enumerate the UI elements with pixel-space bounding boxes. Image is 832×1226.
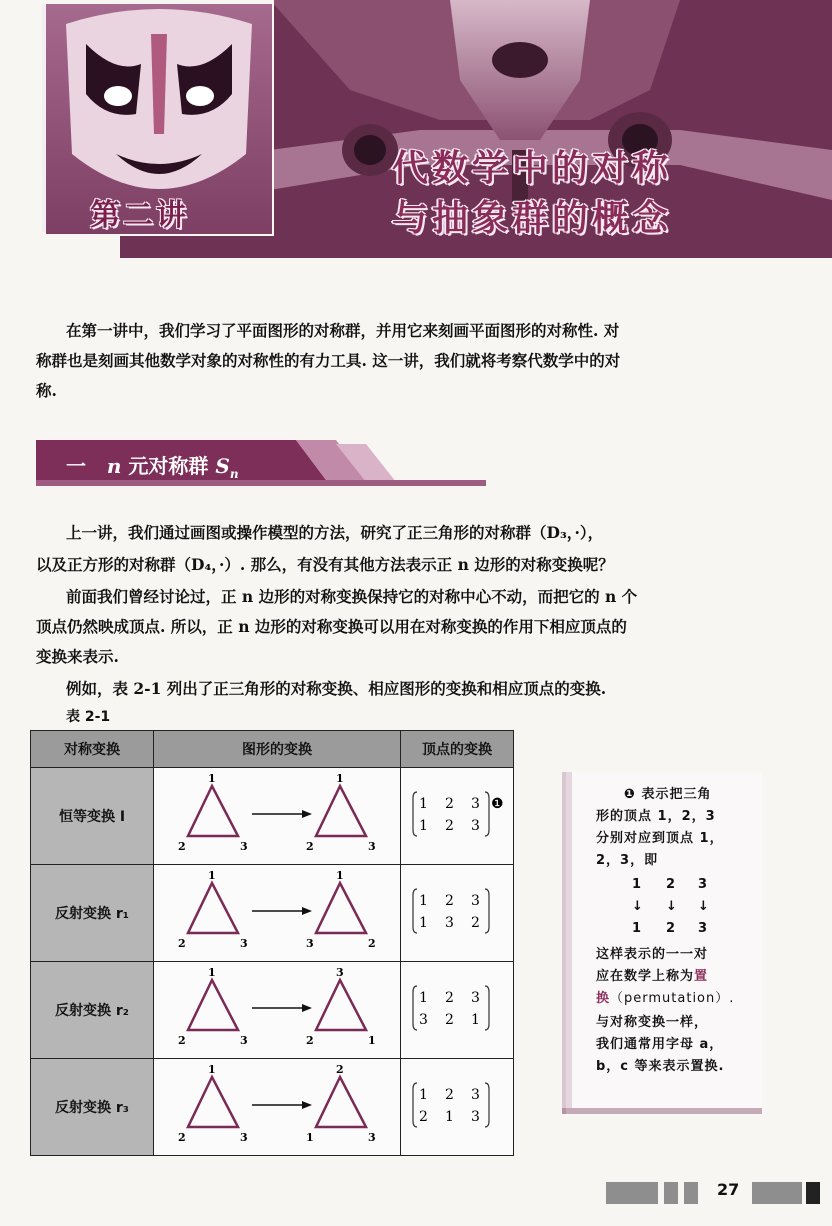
permutation-cell xyxy=(401,865,514,962)
perm-bottom-1: 3 xyxy=(419,1012,428,1028)
map-top-2: 2 xyxy=(666,877,677,892)
perm-top-2: 2 xyxy=(445,796,454,812)
perm-bottom-3: 2 xyxy=(471,915,480,931)
figure-cell xyxy=(154,1059,401,1156)
note-line-5: 这样表示的一一对 xyxy=(596,947,709,962)
lecture-number: 第二讲 xyxy=(90,198,189,233)
perm-top-3: 3 xyxy=(471,893,480,909)
perm-top-3: 3 xyxy=(471,1087,480,1103)
map-bottom-2: 2 xyxy=(666,921,677,936)
note-line-1: ❶ 表示把三角 xyxy=(624,787,712,802)
section-n: n xyxy=(106,454,122,478)
table-row xyxy=(31,865,514,962)
perm-top-1: 1 xyxy=(419,1087,428,1103)
tri-right-br: 2 xyxy=(368,937,376,950)
tri-left-br: 3 xyxy=(240,1034,248,1047)
tri-left-top: 1 xyxy=(208,772,216,785)
note-line-6: 应在数学上称为置 xyxy=(596,969,709,984)
tri-right-bl: 2 xyxy=(306,840,314,853)
section-subscript: n xyxy=(229,467,239,481)
perm-top-3: 3 xyxy=(471,796,480,812)
perm-bottom-3: 3 xyxy=(471,818,480,834)
row-name: 反射变换 r₁ xyxy=(31,865,154,962)
note-line-2: 形的顶点 1，2，3 xyxy=(596,809,716,824)
tri-right-br: 3 xyxy=(368,1131,376,1144)
tri-right-top: 3 xyxy=(336,966,344,979)
permutation-cell xyxy=(401,962,514,1059)
intro-line-3: 称. xyxy=(36,381,57,400)
chapter-title-line2: 与抽象群的概念 xyxy=(392,198,673,239)
down-arrow-icon: ↓ xyxy=(632,899,644,914)
map-top-3: 3 xyxy=(698,877,709,892)
tri-right-top: 1 xyxy=(336,772,344,785)
tri-right-bl: 2 xyxy=(306,1034,314,1047)
page-bar-right xyxy=(752,1182,802,1204)
section-text: 元对称群 xyxy=(128,454,209,478)
perm-bottom-2: 1 xyxy=(445,1109,454,1125)
body-line-6: 例如，表 2-1 列出了正三角形的对称变换、相应图形的变换和相应顶点的变换. xyxy=(66,679,607,698)
note-line-3: 分别对应到顶点 1， xyxy=(596,831,724,846)
tri-left-br: 3 xyxy=(240,937,248,950)
perm-bottom-1: 2 xyxy=(419,1109,428,1125)
perm-top-1: 1 xyxy=(419,990,428,1006)
figure-cell xyxy=(154,768,401,865)
section-symbol: S xyxy=(215,454,230,478)
note-marker: ❶ xyxy=(491,796,504,812)
tri-right-top: 2 xyxy=(336,1063,344,1076)
symmetry-table xyxy=(30,730,514,1156)
body-line-2: 以及正方形的对称群（D₄，·）. 那么，有没有其他方法表示正 n 边形的对称变换呢？ xyxy=(36,555,614,574)
tri-left-top: 1 xyxy=(208,869,216,882)
tri-left-bl: 2 xyxy=(178,1131,186,1144)
table-label: 表 2-1 xyxy=(66,709,111,725)
margin-note xyxy=(566,772,762,1108)
perm-bottom-1: 1 xyxy=(419,915,428,931)
perm-bottom-3: 1 xyxy=(471,1012,480,1028)
table-row xyxy=(31,1059,514,1156)
row-name: 反射变换 r₂ xyxy=(31,962,154,1059)
page-bar-left-3 xyxy=(684,1182,698,1204)
perm-bottom-3: 3 xyxy=(471,1109,480,1125)
table-row xyxy=(31,962,514,1059)
intro-line-2: 称群也是刻画其他数学对象的对称性的有力工具. 这一讲，我们就将考察代数学中的对 xyxy=(36,351,621,370)
section-number: 一 xyxy=(66,454,86,478)
tri-right-top: 1 xyxy=(336,869,344,882)
page-bar-left-2 xyxy=(664,1182,678,1204)
body-line-5: 变换来表示. xyxy=(36,647,119,666)
note-line-7: 换（permutation）. xyxy=(596,991,735,1006)
permutation-cell xyxy=(401,1059,514,1156)
perm-top-3: 3 xyxy=(471,990,480,1006)
tri-right-br: 1 xyxy=(368,1034,376,1047)
figure-cell xyxy=(154,962,401,1059)
opera-mask-image xyxy=(38,0,274,236)
perm-top-1: 1 xyxy=(419,893,428,909)
header-symmetry: 对称变换 xyxy=(31,731,154,768)
map-top-1: 1 xyxy=(632,877,643,892)
permutation-cell xyxy=(401,768,514,865)
intro-line-1: 在第一讲中，我们学习了平面图形的对称群，并用它来刻画平面图形的对称性. 对 xyxy=(66,321,620,340)
header-vertex: 顶点的变换 xyxy=(401,731,514,768)
body-line-1: 上一讲，我们通过画图或操作模型的方法，研究了正三角形的对称群（D₃，·）， xyxy=(66,523,604,542)
header-figure: 图形的变换 xyxy=(154,731,401,768)
row-name: 恒等变换 I xyxy=(31,768,154,865)
tri-left-br: 3 xyxy=(240,840,248,853)
down-arrow-icon: ↓ xyxy=(666,899,678,914)
perm-top-2: 2 xyxy=(445,990,454,1006)
tri-left-br: 3 xyxy=(240,1131,248,1144)
note-line-9: 我们通常用字母 a， xyxy=(596,1037,724,1052)
tri-left-bl: 2 xyxy=(178,840,186,853)
chapter-title-line1: 代数学中的对称 xyxy=(392,148,673,189)
note-line-10: b，c 等来表示置换. xyxy=(596,1059,725,1074)
figure-cell xyxy=(154,865,401,962)
body-line-4: 顶点仍然映成顶点. 所以，正 n 边形的对称变换可以用在对称变换的作用下相应顶点的 xyxy=(36,617,627,636)
tri-left-bl: 2 xyxy=(178,937,186,950)
table-row xyxy=(31,768,514,865)
perm-top-2: 2 xyxy=(445,1087,454,1103)
note-line-8: 与对称变换一样， xyxy=(596,1015,709,1030)
perm-bottom-2: 2 xyxy=(445,818,454,834)
perm-top-2: 2 xyxy=(445,893,454,909)
note-line-4: 2，3，即 xyxy=(596,853,659,868)
perm-bottom-2: 2 xyxy=(445,1012,454,1028)
tri-left-top: 1 xyxy=(208,966,216,979)
perm-bottom-1: 1 xyxy=(419,818,428,834)
tri-right-bl: 1 xyxy=(306,1131,314,1144)
row-name: 反射变换 r₃ xyxy=(31,1059,154,1156)
map-bottom-1: 1 xyxy=(632,921,643,936)
perm-bottom-2: 3 xyxy=(445,915,454,931)
term-zhi: 置 xyxy=(694,969,709,984)
page-bar-right-2 xyxy=(806,1182,820,1204)
tri-right-br: 3 xyxy=(368,840,376,853)
page-bar-left xyxy=(606,1182,658,1204)
map-bottom-3: 3 xyxy=(698,921,709,936)
tri-right-bl: 3 xyxy=(306,937,314,950)
term-huan: 换 xyxy=(596,991,611,1006)
body-line-3: 前面我们曾经讨论过，正 n 边形的对称变换保持它的对称中心不动，而把它的 n 个 xyxy=(66,587,638,606)
perm-top-1: 1 xyxy=(419,796,428,812)
tri-left-bl: 2 xyxy=(178,1034,186,1047)
down-arrow-icon: ↓ xyxy=(698,899,710,914)
page-number: 27 xyxy=(717,1180,740,1199)
tri-left-top: 1 xyxy=(208,1063,216,1076)
section-title xyxy=(66,450,239,481)
